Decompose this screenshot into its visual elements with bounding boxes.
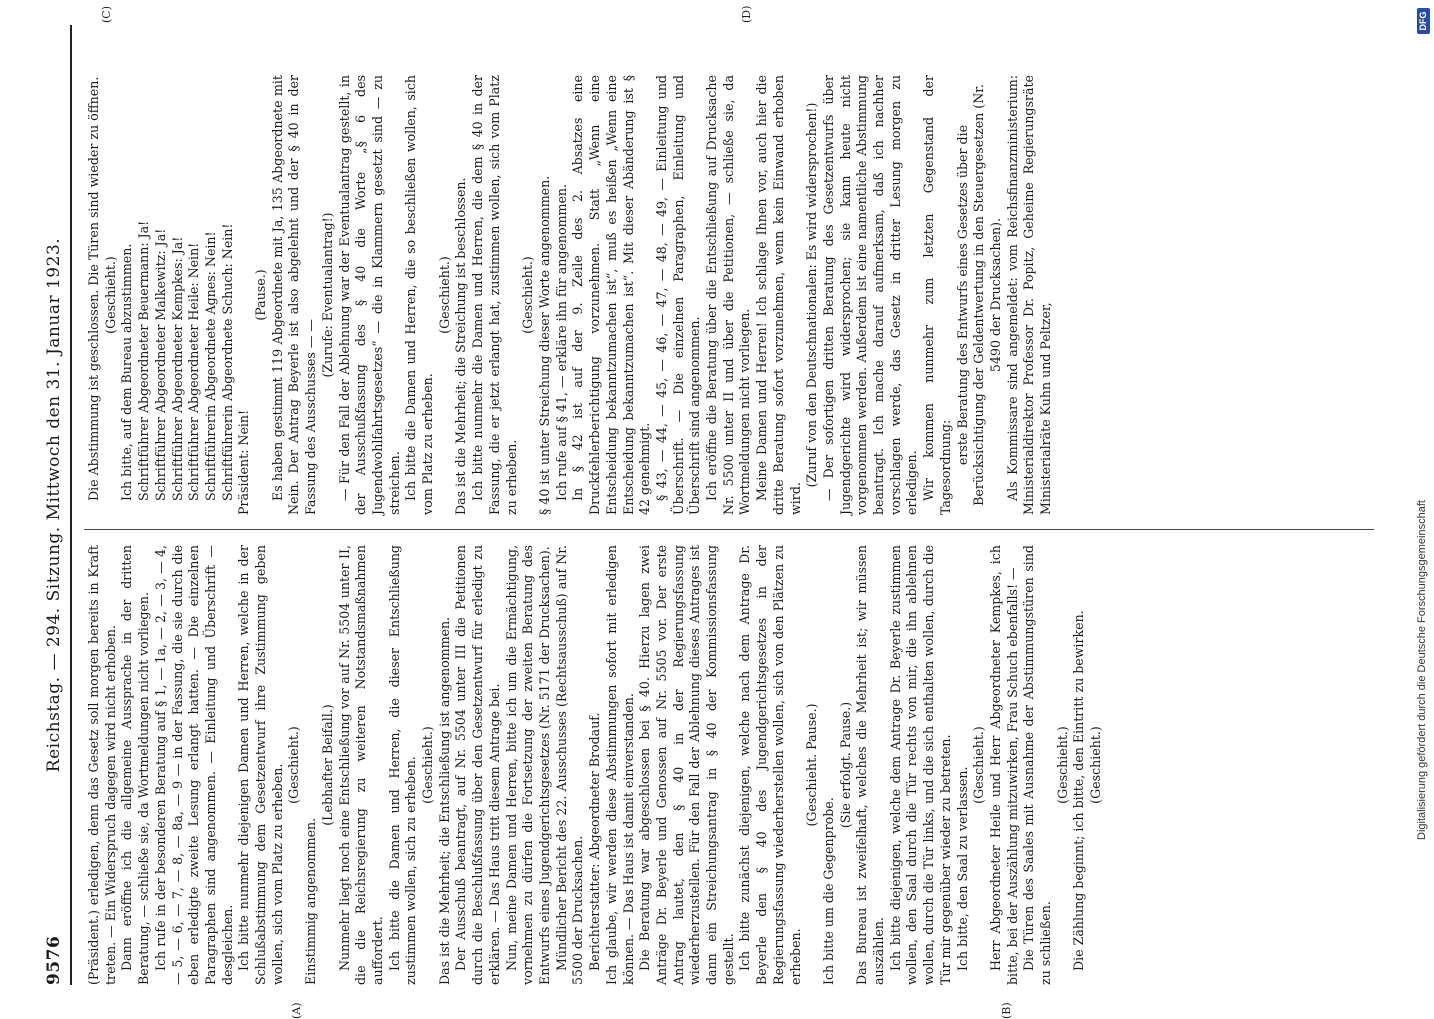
paragraph: Schriftführer Abgeordneter Heile: Nein! [186,242,202,501]
paragraph: erste Beratung des Entwurfs eines Gesetzes über die Berücksichtigung der Geldentwertung in den Steuergesetzen (Nr. 5490 der Drucksachen). [954,84,1003,506]
paragraph: — Der sofortigen dritten Beratung des Gesetzentwurfs über Jugendgerichte wird widersprochen; sie kann heute nicht vorgenommen werden. Außerdem ist eine namentliche Abstimmung beantragt. Ich mache darauf aufmerksam, daß ich nachher vorschlagen werde, das Gesetz in dritter Lesung morgen zu erledigen. [820,75,920,515]
paragraph: Ich rufe auf § 41, — erkläre ihn für angenommen. [553,183,569,501]
paragraph: (Geschieht. Pause.) [804,703,820,827]
margin-mark-c: (C) [100,6,113,23]
paragraph: Das ist die Mehrheit; die Streichung ist beschlossen. [453,177,469,515]
paragraph: In § 42 ist auf der 9. Zeile des 2. Absatzes eine Druckfehlerberichtigung vorzunehmen. Statt „Wenn eine Entscheidung bekanntzumachen ist“, muß es heißen „Wenn eine Entscheidung bekanntzumachen ist“. Mit dieser Abänderung ist § 42 genehmigt. [570,75,653,515]
paragraph: Ich bitte die Damen und Herren, die so beschließen wollen, sich vom Platz zu erheben. [403,75,436,515]
page-number: 9576 [44,935,64,985]
margin-mark-d: (D) [740,5,753,23]
paragraph: (Geschieht.) [436,256,452,334]
page-header [40,25,74,985]
paragraph: Nun, meine Damen und Herren, bitte ich um die Ermächtigung, vornehmen zu dürfen die Fortsetzung der zweiten Beratung des Entwurfs eines Jugendgerichtsgesetzes (Nr. 5171 der Drucksachen). [503,545,552,985]
paragraph: Der Ausschuß beantragt, auf Nr. 5504 unter III die Petitionen durch die Beschlußfassung über den Gesetzentwurf für erledigt zu erklären. — Das Haus tritt diesem Antrage bei. [453,545,502,985]
paragraph: (Geschieht.) [102,256,118,334]
paragraph: Mündlicher Bericht des 22. Ausschusses (Rechtsausschuß) auf Nr. 5500 der Drucksachen. [553,545,586,985]
paragraph: Wir kommen nunmehr zum letzten Gegenstand der Tagesordnung: [921,75,953,515]
left-column [86,545,1105,985]
paragraph: Schriftführer Abgeordneter Kempkes: Ja! [169,236,185,501]
paragraph: Ich bitte nunmehr die Damen und Herren, die dem § 40 in der Fassung, die er jetzt erlangt hat, zustimmen wollen, sich vom Platz zu erheben. [470,75,519,515]
paragraph: § 40 ist unter Streichung dieser Worte angenommen. [536,175,552,515]
paragraph: Ich bitte nunmehr diejenigen Damen und Herren, welche in der Schlußabstimmung dem Gesetzentwurf ihre Zustimmung geben wollen, sich vom Platz zu erheben. [236,545,285,985]
paragraph: Die Zählung beginnt; ich bitte, den Eintritt zu bewirken. [1071,610,1087,971]
paragraph: Ich eröffne die Beratung über die Entschließung auf Drucksache Nr. 5500 unter II und über die Petitionen, — schließe sie, da Wortmeldungen nicht vorliegen. [704,75,753,515]
paragraph: Präsident: Nein! [236,409,252,515]
paragraph: Das ist die Mehrheit; die Entschließung ist angenommen. [436,616,452,985]
paragraph: Ich bitte, auf dem Bureau abzustimmen. [119,243,135,501]
paragraph: (Geschieht.) [286,726,302,804]
paragraph: Meine Damen und Herren! Ich schlage Ihnen vor, auch hier die dritte Beratung sofort vorzunehmen, wenn kein Einwand erhoben wird. [754,75,803,515]
paragraph: Die Beratung war abgeschlossen bei § 40. Hierzu lagen zwei Anträge Dr. Beyerle und Genossen auf Nr. 5505 vor. Der erste Antrag lautet, den § 40 in der Regierungsfassung wiederherzustellen. Für den Fall der Ablehnung dieses Antrages ist dann ein Streichungsantrag in § 40 der Kommissionsfassung gestellt. [637,545,736,985]
paragraph: Es haben gestimmt 119 Abgeordnete mit Ja, 135 Abgeordnete mit Nein. Der Antrag Beyerle ist also abgelehnt und der § 40 in der Fassung des Ausschusses — — [269,75,319,515]
paragraph: Ich glaube, wir werden diese Abstimmungen sofort mit erledigen können. — Das Haus ist damit einverstanden. [603,545,636,985]
paragraph: Ich rufe in der besonderen Beratung auf § 1, — 1a, — 2, — 3, — 4, — 5, — 6, — 7, — 8, — 8a, — 9 — in der Fassung, die sie durch die eben erledigte zweite Lesung erlangt hatten. — Die einzelnen Paragraphen sind angenommen. — Einleitung und Überschrift — desgleichen. [152,545,235,985]
paragraph: Schriftführer Abgeordneter Beuermann: Ja! [136,220,152,501]
paragraph: (Geschieht.) [1054,726,1070,804]
paragraph: (Präsident.) erledigen, denn das Gesetz soll morgen bereits in Kraft treten. — Ein Widerspruch dagegen wird nicht erhoben. [86,545,118,985]
paragraph: Ich bitte die Damen und Herren, die dieser Entschließung zustimmen wollen, sich zu erheben. [386,545,419,985]
paragraph: (Geschieht.) [420,726,436,804]
margin-mark-a: (A) [290,1002,303,1019]
paragraph: Ich bitte um die Gegenprobe. [820,797,836,985]
paragraph: Ich bitte diejenigen, welche dem Antrage Dr. Beyerle zustimmen wollen, den Saal durch die Tür rechts von mir, die ihn ablehnen wollen, durch die Tür links, und die sich enthalten wollen, durch die Tür mir gegenüber wieder zu betreten. [887,545,953,985]
paragraph: Berichterstatter: Abgeordneter Brodauf. [587,712,603,971]
paragraph: — Für den Fall der Ablehnung war der Eventualantrag gestellt, in der Ausschußfassung des § 40 die Worte „§ 6 des Jugendwohlfahrtsgesetzes“ — die in Klammern gesetzt sind — zu streichen. [336,75,402,515]
side-note-text: Digitalisierung gefördert durch die Deutsche Forschungsgemeinschaft [1416,500,1428,840]
dfg-logo [1417,8,1430,34]
paragraph: Nunmehr liegt noch eine Entschließung vor auf Nr. 5504 unter II, die die Reichsregierung zu weiteren Notstandsmaßnahmen auffordert. [336,545,385,985]
paragraph: (Lebhafter Beifall.) [319,704,335,826]
paragraph: (Zurufe: Eventualantrag!) [319,212,335,378]
paragraph: (Zuruf von den Deutschnationalen: Es wird widersprochen!) [804,102,820,488]
paragraph: Das Bureau ist zweifelhaft, welches die Mehrheit ist; wir müssen auszählen. [854,545,887,985]
paragraph: § 43, — 44, — 45, — 46, — 47, — 48, — 49, — Einleitung und Überschrift. — Die einzelnen Paragraphen, Einleitung und Überschrift sind angenommen. [653,75,703,515]
paragraph: Die Türen des Saales mit Ausnahme der Abstimmungstüren sind zu schließen. [1021,545,1054,985]
paragraph: Als Kommissare sind angemeldet: vom Reichsfinanzministerium: Ministerialdirektor Professor Dr. Popitz, Geheime Regierungsräte Ministerialräte Kuhn und Peltzer, [1004,75,1054,515]
paragraph: Dann eröffne ich die allgemeine Aussprache in der dritten Beratung, — schließe sie, da Wortmeldungen nicht vorliegen. [119,545,152,985]
page-title: Reichstag. — 294. Sitzung. Mittwoch den 31. Januar 1923. [44,237,64,773]
paragraph: Die Abstimmung ist geschlossen. Die Türen sind wieder zu öffnen. [86,76,101,501]
paragraph: Schriftführerin Abgeordnete Schuch: Nein! [219,223,235,501]
paragraph: Schriftführer Abgeordneter Malkewitz: Ja! [152,228,168,501]
dfg-logo-text: DFG [1418,11,1428,31]
column-divider [84,529,1374,530]
rotated-page [40,5,1400,1019]
paragraph: (Geschieht.) [971,726,987,804]
right-column [86,75,1055,515]
paragraph: Schriftführerin Abgeordnete Agnes: Nein! [202,231,218,501]
paragraph: Ich bitte zunächst diejenigen, welche nach dem Antrage Dr. Beyerle den § 40 des Jugendgerichtsgesetzes in der Regierungsfassung wiederherstellen wollen, sich von den Plätzen zu erheben. [737,545,803,985]
paragraph: (Geschieht.) [520,256,536,334]
paragraph: Einstimmig angenommen. [303,817,319,985]
paragraph: Ich bitte, den Saal zu verlassen. [954,766,970,971]
paragraph: (Pause.) [253,269,269,321]
paragraph: Herr Abgeordneter Heile und Herr Abgeordneter Kempkes, ich bitte, bei der Auszählung mitzuwirken, Frau Schuch ebenfalls! — [987,545,1020,985]
paragraph: (Geschieht.) [1088,726,1104,804]
paragraph: (Sie erfolgt. Pause.) [837,701,853,829]
margin-mark-b: (B) [1000,1002,1013,1019]
side-note [1414,20,1430,980]
header-rule [70,25,72,985]
